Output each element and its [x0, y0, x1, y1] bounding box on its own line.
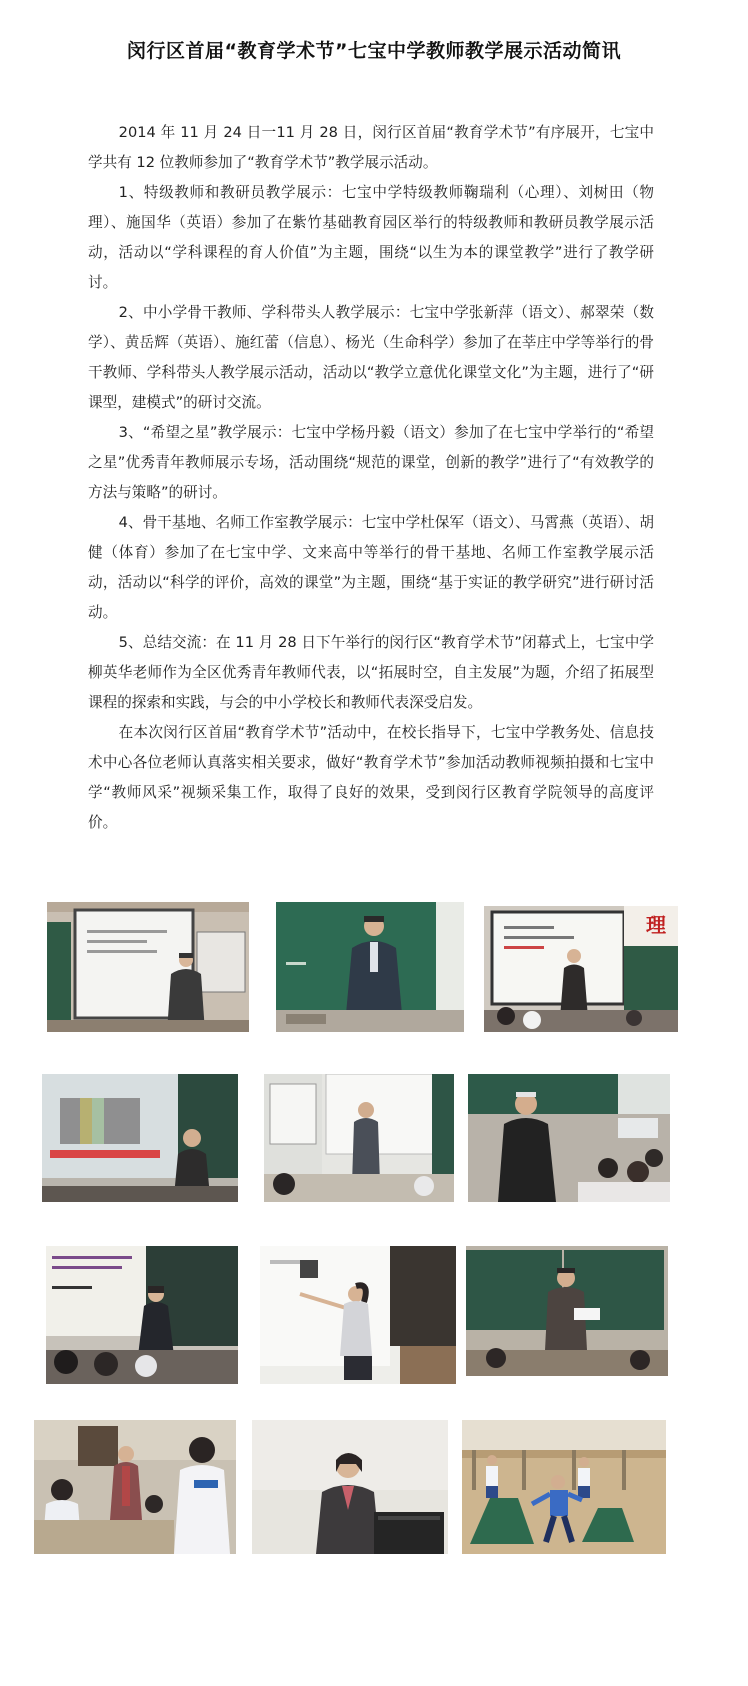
photo-classroom-6 [468, 1074, 670, 1202]
page-title: 闵行区首届“教育学术节”七宝中学教师教学展示活动简讯 [127, 40, 621, 62]
photo-classroom-9 [466, 1246, 668, 1376]
photo-classroom-3 [484, 906, 678, 1032]
photo-classroom-10 [34, 1420, 236, 1554]
sign-text: 理 [646, 913, 666, 937]
paragraph-item-4: 4、骨干基地、名师工作室教学展示：七宝中学杜保军（语文）、马霄燕（英语）、胡健（体育）参加了在七宝中学、文来高中等举行的骨干基地、名师工作室教学展示活动，活动以“科学的评价，高效的课堂”为主题，围绕“基于实证的教学研究”进行研讨活动。 [88, 514, 654, 621]
photo-classroom-4 [42, 1074, 238, 1202]
photo-classroom-7 [46, 1246, 238, 1384]
photo-classroom-8 [260, 1246, 456, 1384]
paragraph-conclusion: 在本次闵行区首届“教育学术节”活动中，在校长指导下，七宝中学教务处、信息技术中心各位老师认真落实相关要求，做好“教育学术节”参加活动教师视频拍摄和七宝中学“教师风采”视频采集工作，取得了良好的效果，受到闵行区教育学院领导的高度评价。 [88, 724, 654, 831]
paragraph-intro: 2014 年 11 月 24 日一11 月 28 日，闵行区首届“教育学术节”有序展开，七宝中学共有 12 位教师参加了“教育学术节”教学展示活动。 [88, 124, 654, 171]
paragraph-item-1: 1、特级教师和教研员教学展示：七宝中学特级教师鞠瑞利（心理）、刘树田（物理）、施国华（英语）参加了在紫竹基础教育园区举行的特级教师和教研员教学展示活动，活动以“学科课程的育人价值”为主题，围绕“以生为本的课堂教学”进行了教学研讨。 [88, 184, 654, 291]
photo-classroom-5 [264, 1074, 454, 1202]
photo-sports-class [462, 1420, 666, 1554]
paragraph-item-3: 3、“希望之星”教学展示：七宝中学杨丹毅（语文）参加了在七宝中学举行的“希望之星”优秀青年教师展示专场，活动围绕“规范的课堂，创新的教学”进行了“有效教学的方法与策略”的研讨。 [88, 424, 654, 501]
photo-classroom-2 [276, 902, 464, 1032]
paragraph-item-2: 2、中小学骨干教师、学科带头人教学展示：七宝中学张新萍（语文）、郝翠荣（数学）、黄岳辉（英语）、施红蕾（信息）、杨光（生命科学）参加了在莘庄中学等举行的骨干教师、学科带头人教学展示活动，活动以“教学立意优化课堂文化”为主题，进行了“研课型，建模式”的研讨交流。 [88, 304, 654, 411]
photo-classroom-1 [47, 902, 249, 1032]
paragraph-item-5: 5、总结交流：在 11 月 28 日下午举行的闵行区“教育学术节”闭幕式上，七宝中学柳英华老师作为全区优秀青年教师代表，以“拓展时空，自主发展”为题，介绍了拓展型课程的探索和实践，与会的中小学校长和教师代表深受启发。 [88, 634, 654, 711]
photo-classroom-11 [252, 1420, 448, 1554]
